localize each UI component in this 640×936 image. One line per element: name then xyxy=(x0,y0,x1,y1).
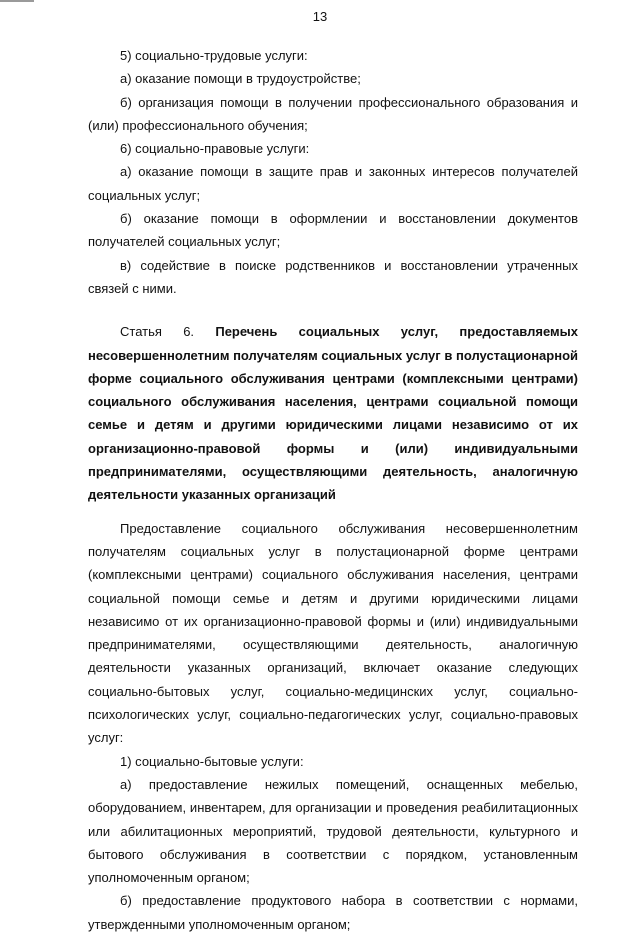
paragraph: 6) социально-правовые услуги: xyxy=(120,141,310,157)
article-title: Перечень социальных услуг, предоставляемых несовершеннолетним получателям социальных услуг в полустационарной форме социального обслуживания центрами (комплексными центрами) социального обслуживания населения, центрами социальной помощи семье и детям и другими юридическими лицами независимо от их организационно-правовой формы и (или) индивидуальными предпринимателями, осуществляющими деятельность, аналогичную деятельности указанных организаций xyxy=(88,324,578,503)
paragraph: б) предоставление продуктового набора в соответствии с нормами, утвержденными уполномоченным органом; xyxy=(88,893,578,932)
paragraph: 5) социально-трудовые услуги: xyxy=(120,48,308,63)
article-heading xyxy=(88,320,578,506)
paragraph: 1) социально-бытовые услуги: xyxy=(120,753,304,769)
paragraph: а) оказание помощи в защите прав и законных интересов получателей социальных услуг; xyxy=(88,164,578,203)
paragraph: б) организация помощи в получении профессионального образования и (или) профессионального обучения; xyxy=(88,94,578,133)
paragraph: а) оказание помощи в трудоустройстве; xyxy=(120,71,361,87)
article-label: Статья 6. xyxy=(120,324,195,340)
paragraph: б) оказание помощи в оформлении и восстановлении документов получателей социальных услуг; xyxy=(88,211,578,250)
document-body xyxy=(88,44,578,936)
paragraph: а) предоставление нежилых помещений, оснащенных мебелью, оборудованием, инвентарем, для организации и проведения реабилитационных или абилитационных мероприятий, трудовой деятельности, культурного и бытового обслуживания в соответствии с порядком, установленным уполномоченным органом; xyxy=(88,776,578,886)
scan-corner-mark xyxy=(0,0,34,2)
paragraph: Предоставление социального обслуживания несовершеннолетним получателям социальных услуг в полустационарной форме центрами (комплексными центрами) социального обслуживания населения, центрами социальной помощи семье и детям и другими юридическими лицами независимо от их организационно-правовой формы и (или) индивидуальными предпринимателями, осуществляющими деятельность, аналогичную деятельности указанных организаций, включает оказание следующих социально-бытовых услуг, социально-медицинских услуг, социально-психологических услуг, социально-педагогических услуг, социально-правовых услуг: xyxy=(88,520,578,746)
page-number: 13 xyxy=(312,9,328,24)
paragraph: в) содействие в поиске родственников и восстановлении утраченных связей с ними. xyxy=(88,257,578,296)
